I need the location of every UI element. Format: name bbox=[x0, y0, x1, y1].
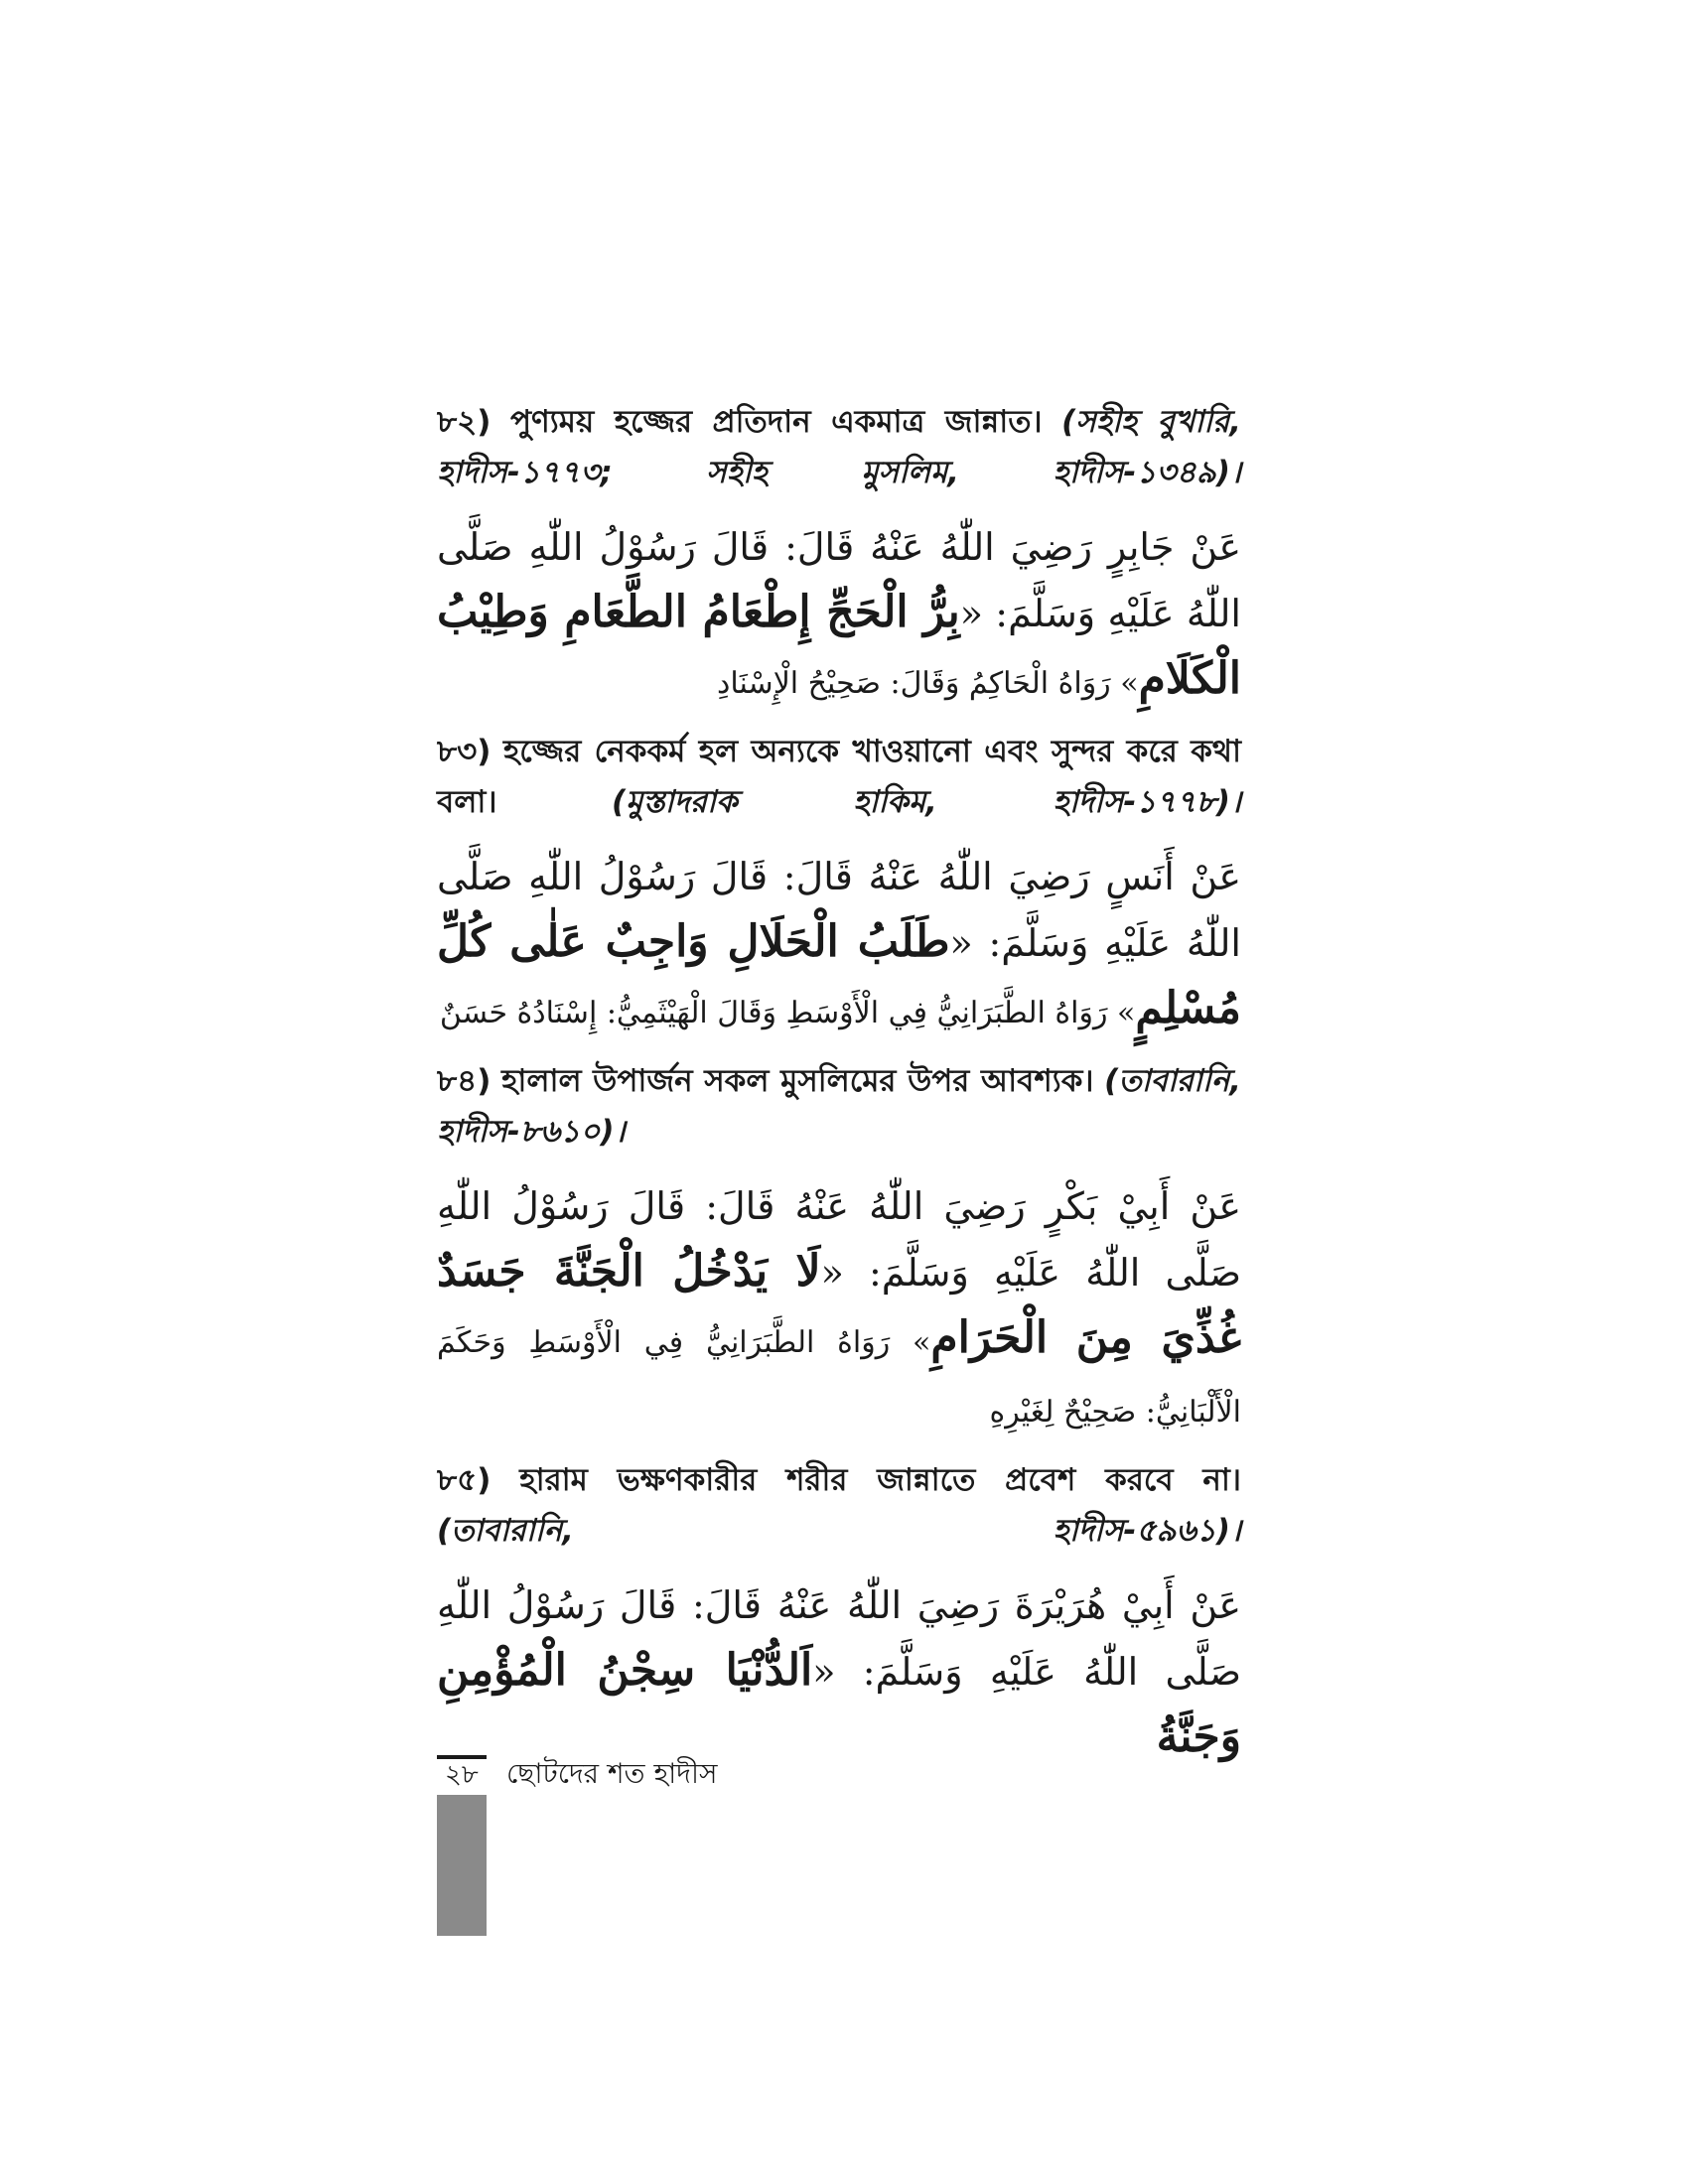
page-footer bbox=[437, 1755, 1033, 1790]
hadith-83 bbox=[437, 727, 1241, 1046]
hadith-85 bbox=[437, 1455, 1241, 1771]
arabic-matn: طَلَبُ الْحَلَالِ وَاجِبٌ عَلٰى كُلِّ مُسْلِمٍ bbox=[437, 916, 1241, 1033]
footer-rule bbox=[437, 1755, 487, 1759]
hadith-heading bbox=[437, 397, 1241, 498]
arabic-matn: اَلدُّنْيَا سِجْنُ الْمُؤْمِنِ وَجَنَّةُ bbox=[437, 1645, 1241, 1762]
hadith-number: ৮৩) bbox=[437, 734, 492, 769]
arabic-text bbox=[437, 1572, 1241, 1771]
hadith-title: হারাম ভক্ষণকারীর শরীর জান্নাতে প্রবেশ করবে না। bbox=[519, 1462, 1241, 1498]
arabic-matn: لَا يَدْخُلُ الْجَنَّةَ جَسَدٌ غُذِّيَ مِنَ الْحَرَامِ bbox=[437, 1246, 1241, 1363]
hadith-title: হজ্জের নেককর্ম হল অন্যকে খাওয়ানো এবং সুন্দর করে কথা বলা। bbox=[437, 734, 1241, 820]
hadith-82 bbox=[437, 397, 1241, 717]
arabic-text bbox=[437, 844, 1241, 1046]
arabic-reference: » رَوَاهُ الطَّبَرَانِيُّ فِي الْأَوْسَطِ وَقَالَ الْهَيْثَمِيُّ: إِسْنَادُهُ حَسَنٌ bbox=[439, 996, 1136, 1030]
book-title: ছোটদের শত হাদীস bbox=[506, 1757, 718, 1790]
hadith-source: (তাবারানি, হাদীস-৫৯৬১)। bbox=[437, 1513, 1241, 1549]
arabic-reference: » رَوَاهُ الطَّبَرَانِيُّ فِي الْأَوْسَطِ وَحَكَمَ الْأَلْبَانِيُّ: صَحِيْحٌ لِغَيْرِهِ bbox=[437, 1325, 1241, 1430]
arabic-intro: عَنْ أَبِيْ هُرَيْرَةَ رَضِيَ اللّٰهُ عَنْهُ قَالَ: قَالَ رَسُوْلُ اللّٰهِ صَلَّى اللّٰهُ عَلَيْهِ وَسَلَّمَ: « bbox=[437, 1583, 1241, 1694]
arabic-intro: عَنْ أَبِيْ بَكْرٍ رَضِيَ اللّٰهُ عَنْهُ قَالَ: قَالَ رَسُوْلُ اللّٰهِ صَلَّى اللّٰهُ عَلَيْهِ وَسَلَّمَ: « bbox=[437, 1184, 1241, 1295]
hadith-number: ৮২) bbox=[437, 404, 492, 440]
arabic-text bbox=[437, 1173, 1241, 1445]
hadith-heading bbox=[437, 727, 1241, 828]
arabic-matn: بِرُّ الْحَجِّ إِطْعَامُ الطَّعَامِ وَطِيْبُ الْكَلَامِ bbox=[437, 587, 1241, 704]
hadith-title: পুণ্যময় হজ্জের প্রতিদান একমাত্র জান্নাত। bbox=[510, 404, 1043, 440]
arabic-intro: عَنْ جَابِرٍ رَضِيَ اللّٰهُ عَنْهُ قَالَ: قَالَ رَسُوْلُ اللّٰهِ صَلَّى اللّٰهُ عَلَيْهِ وَسَلَّمَ: « bbox=[437, 525, 1241, 635]
hadith-number: ৮৪) bbox=[437, 1063, 492, 1099]
hadith-source: (মুস্তাদরাক হাকিম, হাদীস-১৭৭৮)। bbox=[611, 784, 1241, 820]
hadith-number: ৮৫) bbox=[437, 1462, 492, 1498]
page-number: ২৮ bbox=[445, 1760, 479, 1790]
arabic-intro: عَنْ أَنَسٍ رَضِيَ اللّٰهُ عَنْهُ قَالَ: قَالَ رَسُوْلُ اللّٰهِ صَلَّى اللّٰهُ عَلَيْهِ وَسَلَّمَ: « bbox=[437, 855, 1241, 965]
hadith-title: হালাল উপার্জন সকল মুসলিমের উপর আবশ্যক। bbox=[501, 1063, 1094, 1099]
arabic-text bbox=[437, 514, 1241, 717]
footer-gray-bar bbox=[437, 1795, 487, 1936]
hadith-heading bbox=[437, 1455, 1241, 1557]
page-content bbox=[437, 397, 1241, 1781]
hadith-84 bbox=[437, 1056, 1241, 1445]
arabic-reference: » رَوَاهُ الْحَاكِمُ وَقَالَ: صَحِيْحُ الْإِسْنَادِ bbox=[717, 666, 1139, 701]
hadith-source: (সহীহ বুখারি, হাদীস-১৭৭৩; সহীহ মুসলিম, হাদীস-১৩৪৯)। bbox=[437, 404, 1241, 490]
hadith-source: (তাবারানি, হাদীস-৮৬১০)। bbox=[437, 1063, 1242, 1150]
hadith-heading bbox=[437, 1056, 1241, 1158]
